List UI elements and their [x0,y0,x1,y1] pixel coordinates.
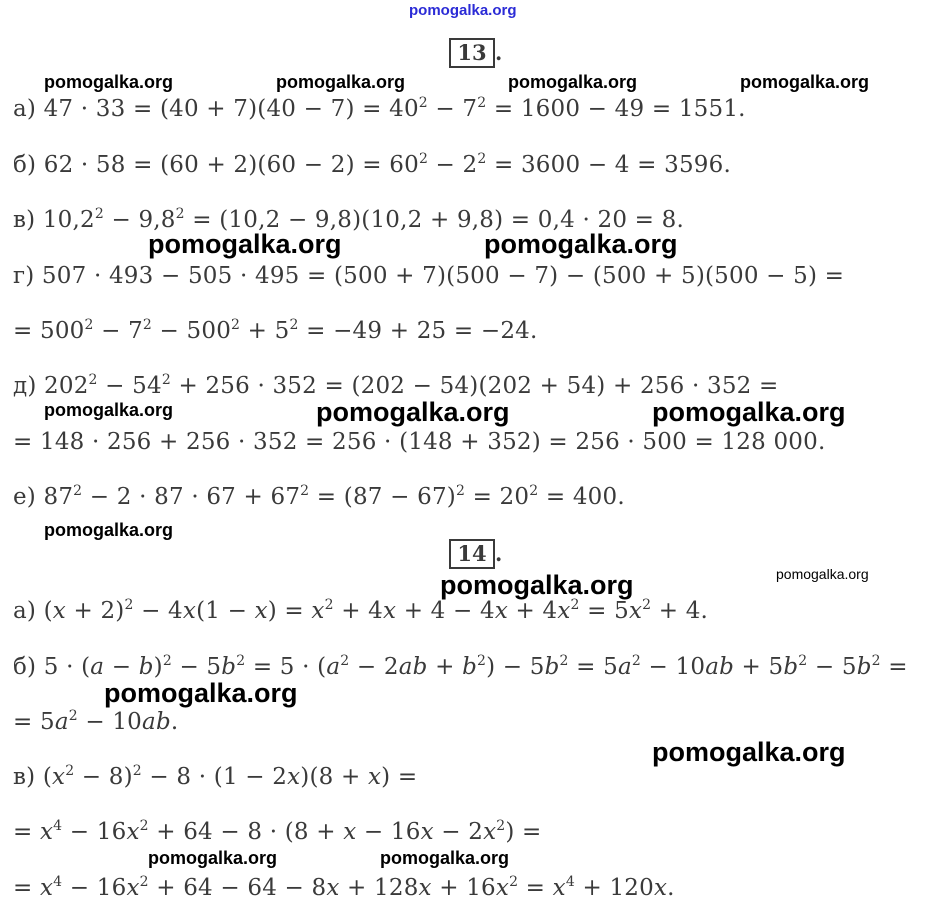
watermark: pomogalka.org [316,397,510,427]
problem-13e-line: е) $87^2 - 2 \cdot 87 \cdot 67 + 67^2 = (87 - 67)^2 = 20^2 = 400$. [13,483,625,510]
problem-13d-line-2: = 148 · 256 + 256 · 352 = 256 · (148 + 352) = 256 · 500 = 128 000. [13,429,826,455]
problem-13b-line: б) $62 \cdot 58 = (60 + 2)(60 - 2) = 60^2 - 2^2 = 3600 - 4 = 3596$. [13,151,731,178]
problem-14-number-box: 14 [449,539,495,569]
problem-14a-line: а) $(x + 2)^2 - 4x(1 - x) = x^2 + 4x + 4 - 4x + 4x^2 = 5x^2 + 4$. [13,597,709,624]
watermark: pomogalka.org [484,229,678,259]
watermark: pomogalka.org [380,848,510,868]
problem-14-dot: . [495,541,503,566]
problem-13d-line-1: д) $202^2 - 54^2 + 256 \cdot 352 = (202 - 54)(202 + 54) + 256 \cdot 352$ = [13,372,779,399]
problem-13-number-box: 13 [449,38,495,68]
problem-13-dot: . [495,40,503,65]
watermark: pomogalka.org [652,397,846,427]
problem-13g-line-1: г) 507 · 493 − 505 · 495 = (500 + 7)(500 − 7) − (500 + 5)(500 − 5) = [13,263,845,289]
watermark: pomogalka.org [104,678,298,708]
watermark: pomogalka.org [148,229,342,259]
watermark: pomogalka.org [440,570,634,600]
watermark: pomogalka.org [44,400,174,420]
problem-14b-line-1: б) $5 \cdot (a - b)^2 - 5b^2 = 5 \cdot (a^2 - 2ab + b^2) - 5b^2 = 5a^2 - 10ab + 5b^2 - 5b^2$ = [13,653,908,680]
watermark: pomogalka.org [44,72,174,92]
watermark: pomogalka.org [740,72,870,92]
problem-14v-line-3: = $x^4 - 16x^2 + 64 - 64 - 8x + 128x + 16x^2 = x^4 + 120x$. [13,874,675,901]
problem-13a-line: а) $47 \cdot 33 = (40 + 7)(40 - 7) = 40^2 - 7^2 = 1600 - 49 = 1551$. [13,95,746,122]
watermark: pomogalka.org [148,848,278,868]
watermark: pomogalka.org [44,520,174,540]
top-watermark: pomogalka.org [409,2,517,19]
problem-13g-line-2: = $500^2 - 7^2 - 500^2 + 5^2 = -49 + 25 = -24$. [13,317,538,344]
watermark: pomogalka.org [776,566,869,582]
problem-14v-line-2: = $x^4 - 16x^2 + 64 - 8 \cdot (8 + x - 16x - 2x^2)$ = [13,818,542,845]
problem-14v-line-1: в) $(x^2 - 8)^2 - 8 \cdot (1 - 2x)(8 + x)$ = [13,763,418,790]
watermark: pomogalka.org [276,72,406,92]
watermark: pomogalka.org [652,737,846,767]
problem-14b-line-2: = $5a^2 - 10ab$. [13,708,179,735]
problem-13v-line: в) $10,2^2 - 9,8^2 = (10,2 - 9,8)(10,2 + 9,8) = 0,4 \cdot 20 = 8$. [13,206,685,233]
watermark: pomogalka.org [508,72,638,92]
